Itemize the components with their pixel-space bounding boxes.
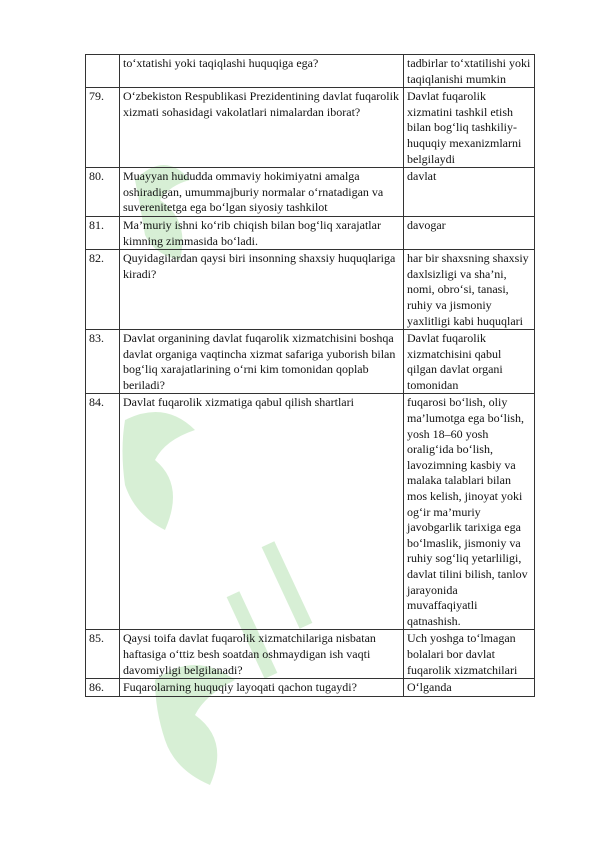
row-number: 83. xyxy=(86,330,120,394)
question-cell: Davlat fuqarolik xizmatiga qabul qilish shartlari xyxy=(120,394,404,630)
row-number: 85. xyxy=(86,630,120,679)
table-row xyxy=(86,168,535,217)
answer-cell: Uch yoshga to‘lmagan bolalari bor davlat fuqarolik xizmatchilari xyxy=(404,630,535,679)
question-cell: Quyidagilardan qaysi biri insonning shaxsiy huquqlariga kiradi? xyxy=(120,250,404,330)
question-cell: Fuqarolarning huquqiy layoqati qachon tugaydi? xyxy=(120,679,404,697)
table-row xyxy=(86,630,535,679)
table-row xyxy=(86,88,535,168)
row-number: 81. xyxy=(86,216,120,249)
table-row xyxy=(86,55,535,88)
table-row xyxy=(86,394,535,630)
answer-cell: davlat xyxy=(404,168,535,217)
answer-cell: Davlat fuqarolik xizmatini tashkil etish bilan bog‘liq tashkiliy-huquqiy mexanizmlarni belgilaydi xyxy=(404,88,535,168)
answer-cell: har bir shaxsning shaxsiy daxlsizligi va sha’ni, nomi, obro‘si, tanasi, ruhiy va jismoniy yaxlitligi kabi huquqlari xyxy=(404,250,535,330)
table-row xyxy=(86,216,535,249)
question-cell: O‘zbekiston Respublikasi Prezidentining davlat fuqarolik xizmati sohasidagi vakolatlari nimalardan iborat? xyxy=(120,88,404,168)
row-number: 84. xyxy=(86,394,120,630)
question-cell: Davlat organining davlat fuqarolik xizmatchisini boshqa davlat organiga vaqtincha xizmat safariga yuborish bilan bog‘liq xarajatlarining o‘rni kim tomonidan qoplab beriladi? xyxy=(120,330,404,394)
answer-cell: tadbirlar to‘xtatilishi yoki taqiqlanishi mumkin xyxy=(404,55,535,88)
row-number: 79. xyxy=(86,88,120,168)
table-row xyxy=(86,330,535,394)
row-number: 86. xyxy=(86,679,120,697)
answer-cell: davogar xyxy=(404,216,535,249)
questions-table xyxy=(85,54,535,697)
table-row xyxy=(86,250,535,330)
row-number: 82. xyxy=(86,250,120,330)
question-cell: Ma’muriy ishni ko‘rib chiqish bilan bog‘liq xarajatlar kimning zimmasida bo‘ladi. xyxy=(120,216,404,249)
answer-cell: O‘lganda xyxy=(404,679,535,697)
question-cell: to‘xtatishi yoki taqiqlashi huquqiga ega? xyxy=(120,55,404,88)
answer-cell: fuqarosi bo‘lish, oliy ma’lumotga ega bo‘lish, yosh 18–60 yosh oralig‘ida bo‘lish, lavozimning kasbiy va malaka talablari bilan mos kelish, jinoyat yoki og‘ir ma’muriy javobgarlik tarixiga ega bo‘lmaslik, jismoniy va ruhiy sog‘liq yetarliligi, davlat tilini bilish, tanlov jarayonida muvaffaqiyatli qatnashish. xyxy=(404,394,535,630)
row-number: 80. xyxy=(86,168,120,217)
answer-cell: Davlat fuqarolik xizmatchisini qabul qilgan davlat organi tomonidan xyxy=(404,330,535,394)
question-cell: Qaysi toifa davlat fuqarolik xizmatchilariga nisbatan haftasiga o‘ttiz besh soatdan oshmaydigan ish vaqti davomiyligi belgilanadi? xyxy=(120,630,404,679)
question-cell: Muayyan hududda ommaviy hokimiyatni amalga oshiradigan, umummajburiy normalar o‘rnatadigan va suverenitetga ega bo‘lgan siyosiy tashkilot xyxy=(120,168,404,217)
table-row xyxy=(86,679,535,697)
row-number xyxy=(86,55,120,88)
